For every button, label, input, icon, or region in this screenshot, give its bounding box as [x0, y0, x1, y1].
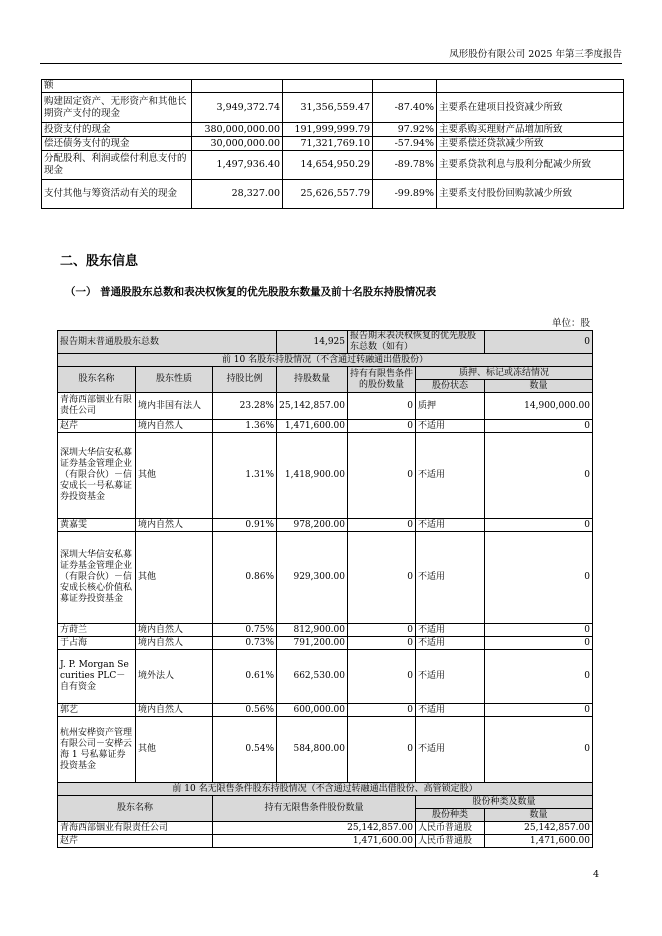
cashflow-change: -57.94% [373, 137, 437, 151]
top10-title: 前 10 名股东持股情况（不含通过转融通出借股份） [58, 354, 593, 367]
cashflow-current [192, 80, 283, 93]
cashflow-reason: 主要系贷款利息与股利分配减少所致 [437, 151, 624, 180]
cashflow-reason: 主要系购买理财产品增加所致 [437, 123, 624, 137]
holder-name: 于占海 [58, 637, 136, 650]
cashflow-previous: 191,999,999.79 [283, 123, 373, 137]
col-header-pledge-qty: 数量 [485, 380, 593, 393]
holder-ratio: 0.54% [213, 717, 277, 783]
col-header-type-group: 股份种类及数量 [416, 796, 593, 809]
total-holders-label: 报告期末普通股股东总数 [58, 331, 277, 354]
col-header-type-qty: 数量 [485, 809, 593, 822]
holder-status: 不适用 [416, 532, 485, 624]
holder-quantity: 25,142,857.00 [277, 393, 348, 420]
holder-restricted: 0 [348, 624, 416, 637]
cashflow-change: 97.92% [373, 123, 437, 137]
col-header-type: 股份种类 [416, 809, 485, 822]
cashflow-reason: 主要系支付股份回购款减少所致 [437, 180, 624, 209]
holder-name: 深圳大华信安私募证券基金管理企业（有限合伙）－信安成长核心价值私募证券投资基金 [58, 532, 136, 624]
holder-status: 不适用 [416, 717, 485, 783]
holder-status: 质押 [416, 393, 485, 420]
holder-pledged: 0 [485, 433, 593, 519]
table-row [58, 717, 593, 783]
total-holders-row [58, 331, 593, 354]
cashflow-change: -87.40% [373, 93, 437, 123]
holder-restricted: 0 [348, 393, 416, 420]
table-row [58, 393, 593, 420]
cashflow-item: 购建固定资产、无形资产和其他长期资产支付的现金 [42, 93, 192, 123]
table-row [42, 137, 624, 151]
table-row [58, 704, 593, 717]
holder-ratio: 23.28% [213, 393, 277, 420]
cashflow-change [373, 80, 437, 93]
unrestricted-title: 前 10 名无限售条件股东持股情况（不含通过转融通出借股份、高管锁定股） [58, 783, 593, 796]
holder-pledged: 0 [485, 624, 593, 637]
page-number: 4 [592, 869, 599, 880]
holder-name: 青海西部铟业有限责任公司 [58, 393, 136, 420]
holder-nature: 境内自然人 [136, 420, 213, 433]
header-row [58, 367, 593, 380]
cashflow-change: -89.78% [373, 151, 437, 180]
cashflow-item: 额 [42, 80, 192, 93]
holder-name: 深圳大华信安私募证券基金管理企业（有限合伙）－信安成长一号私募证券投资基金 [58, 433, 136, 519]
col-header-name: 股东名称 [58, 367, 136, 393]
section-title: 二、股东信息 [60, 254, 139, 269]
holder-nature: 境内自然人 [136, 637, 213, 650]
cashflow-current: 3,949,372.74 [192, 93, 283, 123]
holder-restricted: 0 [348, 420, 416, 433]
top10-title-row [58, 354, 593, 367]
unrestricted-qty: 25,142,857.00 [485, 822, 593, 835]
col-header-quantity: 持股数量 [277, 367, 348, 393]
holder-name: 黄嘉雯 [58, 519, 136, 532]
col-header-ratio: 持股比例 [213, 367, 277, 393]
holder-nature: 境内非国有法人 [136, 393, 213, 420]
holder-status: 不适用 [416, 519, 485, 532]
unrestricted-type: 人民币普通股 [416, 835, 485, 848]
table-row [58, 420, 593, 433]
unrestricted-quantity: 1,471,600.00 [213, 835, 416, 848]
holder-restricted: 0 [348, 433, 416, 519]
cashflow-current: 1,497,936.40 [192, 151, 283, 180]
holder-status: 不适用 [416, 650, 485, 704]
cashflow-previous [283, 80, 373, 93]
table-row [58, 637, 593, 650]
holder-name: 赵芹 [58, 420, 136, 433]
holder-ratio: 0.73% [213, 637, 277, 650]
holder-name: 郭艺 [58, 704, 136, 717]
holder-ratio: 0.56% [213, 704, 277, 717]
holder-restricted: 0 [348, 650, 416, 704]
table-row [42, 80, 624, 93]
holder-quantity: 812,900.00 [277, 624, 348, 637]
report-title: 凤形股份有限公司 2025 年第三季度报告 [449, 49, 622, 60]
holder-name: J. P. Morgan Securities PLC－自有资金 [58, 650, 136, 704]
holder-restricted: 0 [348, 519, 416, 532]
holder-quantity: 584,800.00 [277, 717, 348, 783]
holder-quantity: 929,300.00 [277, 532, 348, 624]
holder-pledged: 0 [485, 717, 593, 783]
col-header-restricted: 持有有限售条件的股份数量 [348, 367, 416, 393]
holder-ratio: 0.75% [213, 624, 277, 637]
holder-ratio: 0.61% [213, 650, 277, 704]
unrestricted-type: 人民币普通股 [416, 822, 485, 835]
table-row [58, 822, 593, 835]
holder-nature: 境内自然人 [136, 624, 213, 637]
table-row [42, 180, 624, 209]
table-row [58, 519, 593, 532]
holder-quantity: 978,200.00 [277, 519, 348, 532]
cashflow-previous: 31,356,559.47 [283, 93, 373, 123]
cashflow-current: 30,000,000.00 [192, 137, 283, 151]
shareholders-table [57, 330, 593, 848]
holder-pledged: 14,900,000.00 [485, 393, 593, 420]
holder-ratio: 1.36% [213, 420, 277, 433]
cashflow-item: 投资支付的现金 [42, 123, 192, 137]
unrestricted-qty: 1,471,600.00 [485, 835, 593, 848]
table-row [58, 624, 593, 637]
holder-restricted: 0 [348, 717, 416, 783]
pref-holders-label: 报告期末表决权恢复的优先股股东总数（如有） [348, 331, 485, 354]
subsection-title: （一） 普通股股东总数和表决权恢复的优先股股东数量及前十名股东持股情况表 [65, 286, 437, 298]
holder-ratio: 1.31% [213, 433, 277, 519]
cashflow-previous: 71,321,769.10 [283, 137, 373, 151]
table-row [42, 93, 624, 123]
header-row [58, 796, 593, 809]
holder-nature: 境内自然人 [136, 704, 213, 717]
total-holders-value: 14,925 [277, 331, 348, 354]
cashflow-reason: 主要系偿还贷款减少所致 [437, 137, 624, 151]
report-header [40, 46, 622, 64]
cashflow-change: -99.89% [373, 180, 437, 209]
col-header-pledge-status: 股份状态 [416, 380, 485, 393]
cashflow-table [41, 79, 624, 209]
holder-nature: 境内自然人 [136, 519, 213, 532]
cashflow-current: 28,327.00 [192, 180, 283, 209]
cashflow-item: 支付其他与筹资活动有关的现金 [42, 180, 192, 209]
cashflow-previous: 14,654,950.29 [283, 151, 373, 180]
holder-nature: 其他 [136, 717, 213, 783]
col-header-nature: 股东性质 [136, 367, 213, 393]
unrestricted-name: 赵芹 [58, 835, 213, 848]
holder-pledged: 0 [485, 650, 593, 704]
holder-name: 方莳兰 [58, 624, 136, 637]
cashflow-reason: 主要系在建项目投资减少所致 [437, 93, 624, 123]
unit-label: 单位：股 [551, 318, 590, 329]
table-row [58, 433, 593, 519]
cashflow-item: 偿还债务支付的现金 [42, 137, 192, 151]
cashflow-reason [437, 80, 624, 93]
cashflow-previous: 25,626,557.79 [283, 180, 373, 209]
holder-quantity: 662,530.00 [277, 650, 348, 704]
unrestricted-quantity: 25,142,857.00 [213, 822, 416, 835]
col-header-unrestricted-quantity: 持有无限售条件股份数量 [213, 796, 416, 822]
holder-ratio: 0.86% [213, 532, 277, 624]
holder-restricted: 0 [348, 532, 416, 624]
holder-pledged: 0 [485, 519, 593, 532]
table-row [42, 151, 624, 180]
unrestricted-title-row [58, 783, 593, 796]
col-header-pledge-group: 质押、标记或冻结情况 [416, 367, 593, 380]
unrestricted-name: 青海西部铟业有限责任公司 [58, 822, 213, 835]
cashflow-current: 380,000,000.00 [192, 123, 283, 137]
holder-status: 不适用 [416, 624, 485, 637]
holder-restricted: 0 [348, 637, 416, 650]
holder-pledged: 0 [485, 532, 593, 624]
holder-nature: 境外法人 [136, 650, 213, 704]
holder-restricted: 0 [348, 704, 416, 717]
holder-status: 不适用 [416, 433, 485, 519]
holder-nature: 其他 [136, 433, 213, 519]
holder-status: 不适用 [416, 637, 485, 650]
table-row [58, 650, 593, 704]
holder-status: 不适用 [416, 704, 485, 717]
table-row [58, 532, 593, 624]
holder-nature: 其他 [136, 532, 213, 624]
holder-name: 杭州安桦资产管理有限公司－安桦云海 1 号私募证券投资基金 [58, 717, 136, 783]
holder-pledged: 0 [485, 704, 593, 717]
holder-quantity: 791,200.00 [277, 637, 348, 650]
holder-pledged: 0 [485, 420, 593, 433]
holder-ratio: 0.91% [213, 519, 277, 532]
holder-pledged: 0 [485, 637, 593, 650]
col-header-unrestricted-name: 股东名称 [58, 796, 213, 822]
cashflow-item: 分配股利、利润或偿付利息支付的现金 [42, 151, 192, 180]
table-row [58, 835, 593, 848]
holder-quantity: 1,471,600.00 [277, 420, 348, 433]
table-row [42, 123, 624, 137]
holder-quantity: 1,418,900.00 [277, 433, 348, 519]
holder-status: 不适用 [416, 420, 485, 433]
holder-quantity: 600,000.00 [277, 704, 348, 717]
pref-holders-value: 0 [485, 331, 593, 354]
